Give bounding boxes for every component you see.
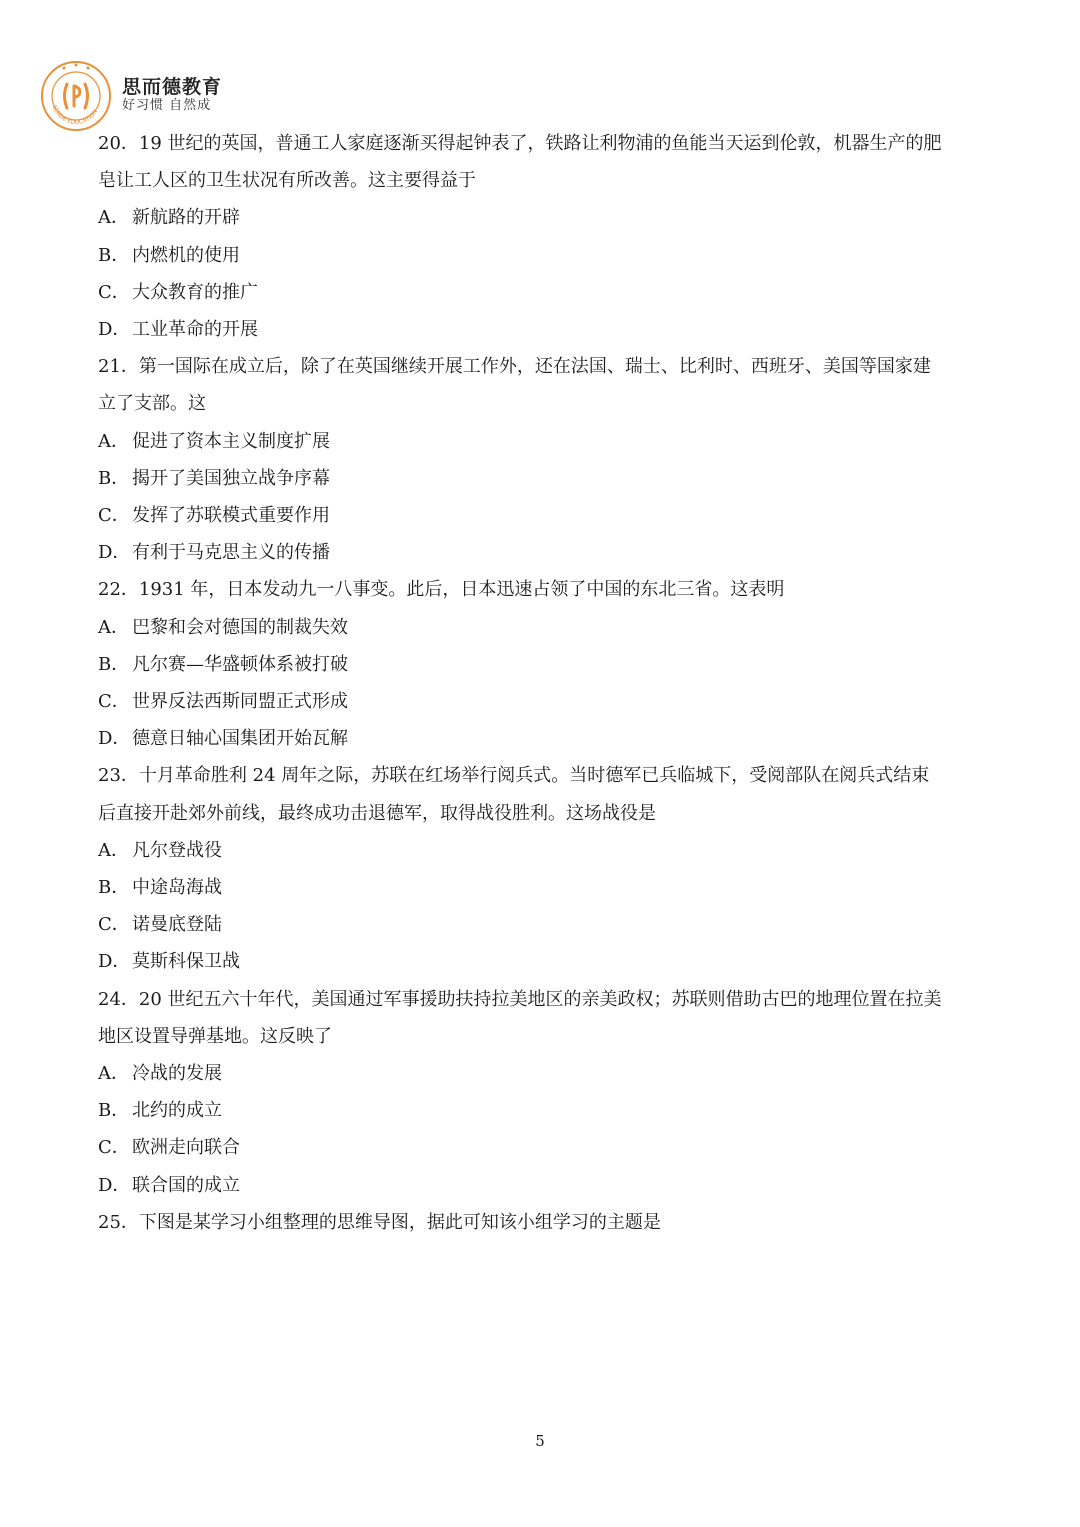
question-stem-line: 20．19 世纪的英国，普通工人家庭逐渐买得起钟表了，铁路让利物浦的鱼能当天运到伦敦，机器生产的肥	[98, 133, 942, 154]
option-b: B． 揭开了美国独立战争序幕	[98, 467, 330, 489]
option-a: A． 冷战的发展	[98, 1063, 222, 1085]
page-header	[40, 60, 240, 132]
option-a: A． 新航路的开辟	[98, 207, 240, 229]
question-stem-line: 23．十月革命胜利 24 周年之际，苏联在红场举行阅兵式。当时德军已兵临城下，受阅部队在阅兵式结束	[98, 765, 930, 787]
option-c: C． 欧洲走向联合	[98, 1137, 240, 1159]
question-stem-line: 后直接开赴郊外前线，最终成功击退德军，取得战役胜利。这场战役是	[98, 802, 656, 824]
option-b: B． 内燃机的使用	[98, 244, 240, 266]
brand-block	[122, 76, 222, 114]
option-c: C． 世界反法西斯同盟正式形成	[98, 691, 348, 713]
question-stem-line: 21．第一国际在成立后，除了在英国继续开展工作外，还在法国、瑞士、比利时、西班牙、美国等国家建	[98, 356, 931, 378]
option-b: B． 凡尔赛—华盛顿体系被打破	[98, 653, 348, 675]
question-stem-line: 皂让工人区的卫生状况有所改善。这主要得益于	[98, 170, 476, 192]
question-20	[98, 125, 983, 348]
option-b: B． 北约的成立	[98, 1100, 222, 1122]
svg-text:SERDE EDUCATION: SERDE EDUCATION	[50, 104, 100, 127]
option-a: A． 促进了资本主义制度扩展	[98, 430, 330, 452]
serde-logo-icon	[40, 60, 112, 132]
question-stem-line: 25．下图是某学习小组整理的思维导图，据此可知该小组学习的主题是	[98, 1211, 661, 1233]
page-number: 5	[535, 1432, 545, 1450]
option-c: C． 诺曼底登陆	[98, 914, 222, 936]
option-a: A． 巴黎和会对德国的制裁失效	[98, 616, 348, 638]
question-23	[98, 757, 983, 980]
question-list	[98, 125, 983, 1241]
option-d: D．德意日轴心国集团开始瓦解	[98, 728, 348, 750]
question-stem-line: 24．20 世纪五六十年代，美国通过军事援助扶持拉美地区的亲美政权；苏联则借助古巴的地理位置在拉美	[98, 988, 942, 1010]
brand-name: 思而德教育	[122, 76, 223, 98]
option-c: C． 大众教育的推广	[98, 281, 258, 303]
question-stem-line: 22．1931 年，日本发动九一八事变。此后，日本迅速占领了中国的东北三省。这表明	[98, 579, 785, 601]
question-22	[98, 571, 983, 757]
brand-slogan: 好习惯 自然成	[122, 98, 212, 113]
question-21	[98, 348, 983, 571]
option-d: D．有利于马克思主义的传播	[98, 542, 330, 564]
option-a: A． 凡尔登战役	[98, 839, 222, 861]
question-25	[98, 1204, 983, 1241]
option-d: D．莫斯科保卫战	[98, 951, 240, 973]
question-stem-line: 地区设置导弹基地。这反映了	[98, 1025, 332, 1047]
option-b: B． 中途岛海战	[98, 877, 222, 899]
option-d: D．联合国的成立	[98, 1174, 240, 1196]
question-stem-line: 立了支部。这	[98, 393, 206, 415]
option-d: D．工业革命的开展	[98, 319, 258, 341]
question-24	[98, 981, 983, 1204]
option-c: C． 发挥了苏联模式重要作用	[98, 505, 330, 527]
